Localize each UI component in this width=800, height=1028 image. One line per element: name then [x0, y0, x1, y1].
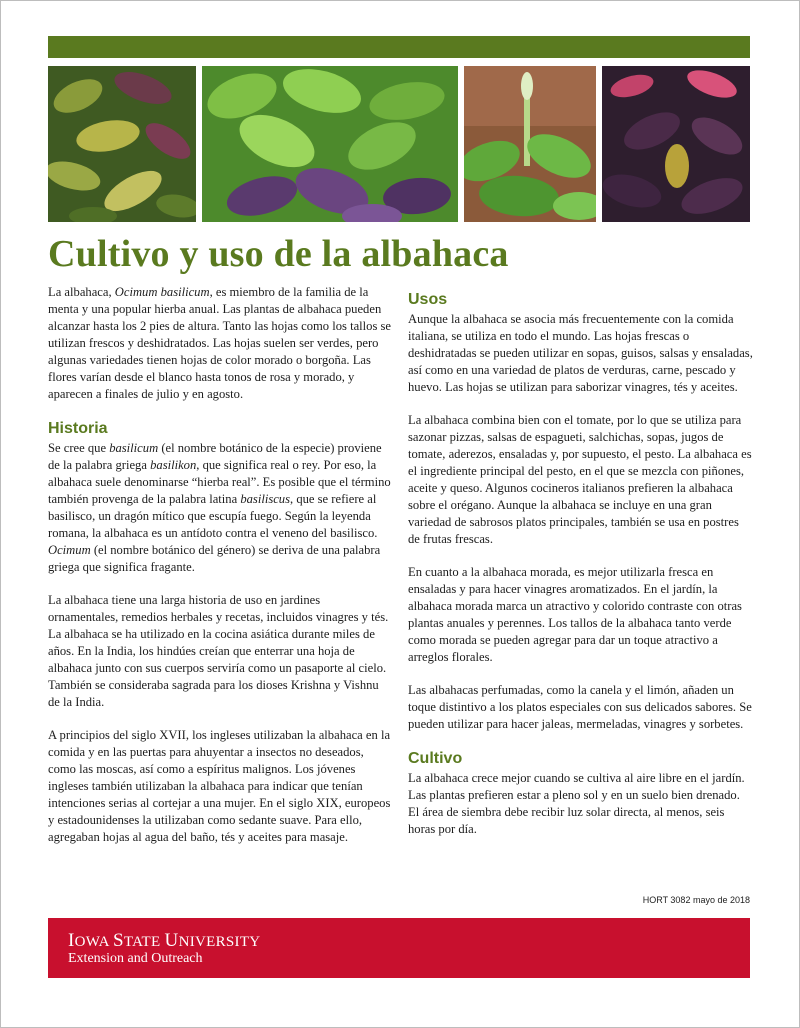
intro-paragraph: La albahaca, Ocimum basilicum, es miembro de la familia de la menta y una popular hierba anual. Las plantas de albahaca pueden alcanzar hasta los 2 pies de altura. Tanto las hojas como los tallos se utilizan frescos y deshidratados. Las hojas suelen ser verdes, pero algunas variedades tienen hojas de color morado o borgoña. Las flores varían desde el blanco hasta tonos de rosa y morado, y aparecen a finales de julio y en agosto.	[48, 285, 392, 401]
header-photo-strip	[48, 66, 750, 222]
document-title: Cultivo y uso de la albahaca	[48, 233, 509, 275]
publication-code: HORT 3082 mayo de 2018	[642, 895, 750, 905]
right-column	[408, 290, 753, 854]
isu-extension-label: Extension and Outreach	[68, 951, 203, 966]
basil-photo-purple	[602, 66, 750, 222]
historia-paragraph-3: A principios del siglo XVII, los ingleses utilizaban la albahaca en la comida y en las puertas para ahuyentar a insectos no deseados, como las moscas, así como a espíritus malignos. Los jóvenes ingleses también utilizaban la albahaca para indicar que tenían intenciones serias al cortejar a una mujer. En el siglo XIX, europeos y estadounidenses la utilizaban como sedante suave. Para ello, agregaban hojas al agua del baño, tés y aceites para masaje.	[48, 728, 391, 844]
usos-paragraph-1: Aunque la albahaca se asocia más frecuentemente con la comida italiana, se utiliza en todo el mundo. Las hojas frescas o deshidratadas se pueden utilizar en sopas, guisos, salsas y ensaladas, así como en una variedad de platos de verduras, carne, pescado y huevo. Las hojas se utilizan para saborizar vinagres, tés y aceites.	[408, 312, 753, 394]
historia-heading: Historia	[48, 420, 108, 437]
basil-photo-variegated	[48, 66, 196, 222]
usos-paragraph-4: Las albahacas perfumadas, como la canela y el limón, añaden un toque distintivo a los platos especiales con sus delicados sabores. Se pueden utilizar para hacer jaleas, mermeladas, vinagres y sorbetes.	[408, 683, 752, 731]
usos-paragraph-2: La albahaca combina bien con el tomate, por lo que se utiliza para sazonar pizzas, salsas de espagueti, salchichas, sopas, jugos de tomate, aderezos, ensaladas y, por supuesto, el pesto. La albahaca es el ingrediente principal del pesto, en el que se mezcla con piñones, aceite y queso. Algunos cocineros italianos prefieren la albahaca sobre el orégano. Aunque la albahaca se incluye en una gran variedad de sabrosos platos principales, también se usa en postres de frutas frescas.	[408, 413, 752, 546]
historia-paragraph-1: Se cree que basilicum (el nombre botánico de la especie) proviene de la palabra griega basilikon, que significa real o rey. Por eso, la albahaca suele denominarse “hierba real”. Es posible que el término también provenga de la palabra latina basiliscus, que se refiere al basilisco, un dragón mítico que escupía fuego. Según la leyenda romana, la albahaca es un antídoto contra el veneno del basilisco. Ocimum (el nombre botánico del género) se deriva de una palabra griega que significa fragante.	[48, 441, 391, 574]
cultivo-paragraph-1: La albahaca crece mejor cuando se cultiva al aire libre en el jardín. Las plantas prefieren estar a pleno sol y en un suelo bien drenado. El área de siembra debe recibir luz solar directa, al menos, seis horas por día.	[408, 771, 745, 836]
cultivo-heading: Cultivo	[408, 750, 463, 767]
isu-footer-bar	[48, 918, 750, 978]
isu-logo-wordmark: IOWA STATE UNIVERSITY	[68, 930, 261, 951]
left-column	[48, 284, 393, 862]
usos-paragraph-3: En cuanto a la albahaca morada, es mejor utilizarla fresca en ensaladas y para hacer vinagres aromatizados. En el jardín, la albahaca morada marca un atractivo y colorido contraste con otras plantas anuales y perennes. Los tallos de la albahaca tanto verde como morada se pueden agregar para dar un toque atractivo a arreglos florales.	[408, 565, 742, 664]
usos-heading: Usos	[408, 291, 448, 308]
header-accent-bar	[48, 36, 750, 58]
basil-photo-flowering	[464, 66, 596, 222]
basil-photo-green-and-purple	[202, 66, 458, 222]
historia-paragraph-2: La albahaca tiene una larga historia de uso en jardines ornamentales, remedios herbales y recetas, incluidos vinagres y tés. La albahaca se ha utilizado en la cocina asiática durante miles de años. En la India, los hindúes creían que enterrar una hoja de albahaca junto con sus cuerpos serviría como un pasaporte al cielo. También se consideraba sagrada para los dioses Krishna y Vishnu de la India.	[48, 593, 389, 709]
